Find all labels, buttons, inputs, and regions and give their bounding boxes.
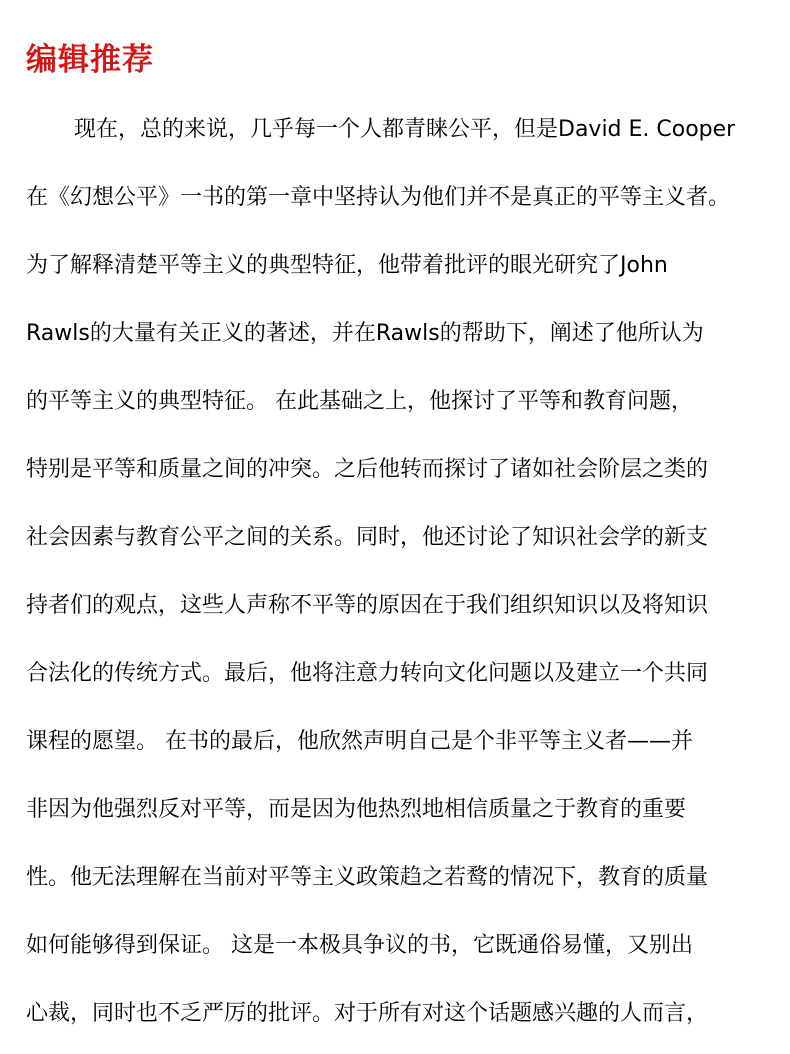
paragraph-line: 性。他无法理解在当前对平等主义政策趋之若鹜的情况下，教育的质量 (26, 865, 709, 890)
paragraph-line: 持者们的观点，这些人声称不平等的原因在于我们组织知识以及将知识 (26, 593, 709, 618)
paragraph-line: 课程的愿望。 在书的最后，他欣然声明自己是个非平等主义者——并 (26, 729, 693, 754)
paragraph-line: Rawls的大量有关正义的著述，并在Rawls的帮助下，阐述了他所认为 (26, 321, 704, 346)
paragraph-line: 为了解释清楚平等主义的典型特征，他带着批评的眼光研究了John (26, 253, 668, 278)
paragraph-line: 心裁，同时也不乏严厉的批评。对于所有对这个话题感兴趣的人而言， (26, 1001, 709, 1026)
paragraph-line: 特别是平等和质量之间的冲突。之后他转而探讨了诸如社会阶层之类的 (26, 457, 709, 482)
paragraph-line: 如何能够得到保证。 这是一本极具争议的书，它既通俗易懂，又别出 (26, 933, 693, 958)
paragraph-line: 社会因素与教育公平之间的关系。同时，他还讨论了知识社会学的新支 (26, 525, 709, 550)
paragraph-line: 非因为他强烈反对平等，而是因为他热烈地相信质量之于教育的重要 (26, 797, 687, 822)
paragraph-line: 现在，总的来说，几乎每一个人都青睐公平，但是David E. Cooper (74, 117, 736, 142)
paragraph-line: 合法化的传统方式。最后，他将注意力转向文化问题以及建立一个共同 (26, 661, 709, 686)
paragraph-line: 的平等主义的典型特征。 在此基础之上，他探讨了平等和教育问题， (26, 389, 693, 414)
section-heading: 编辑推荐 (26, 42, 154, 78)
paragraph-line: 在《幻想公平》一书的第一章中坚持认为他们并不是真正的平等主义者。 (26, 185, 731, 210)
